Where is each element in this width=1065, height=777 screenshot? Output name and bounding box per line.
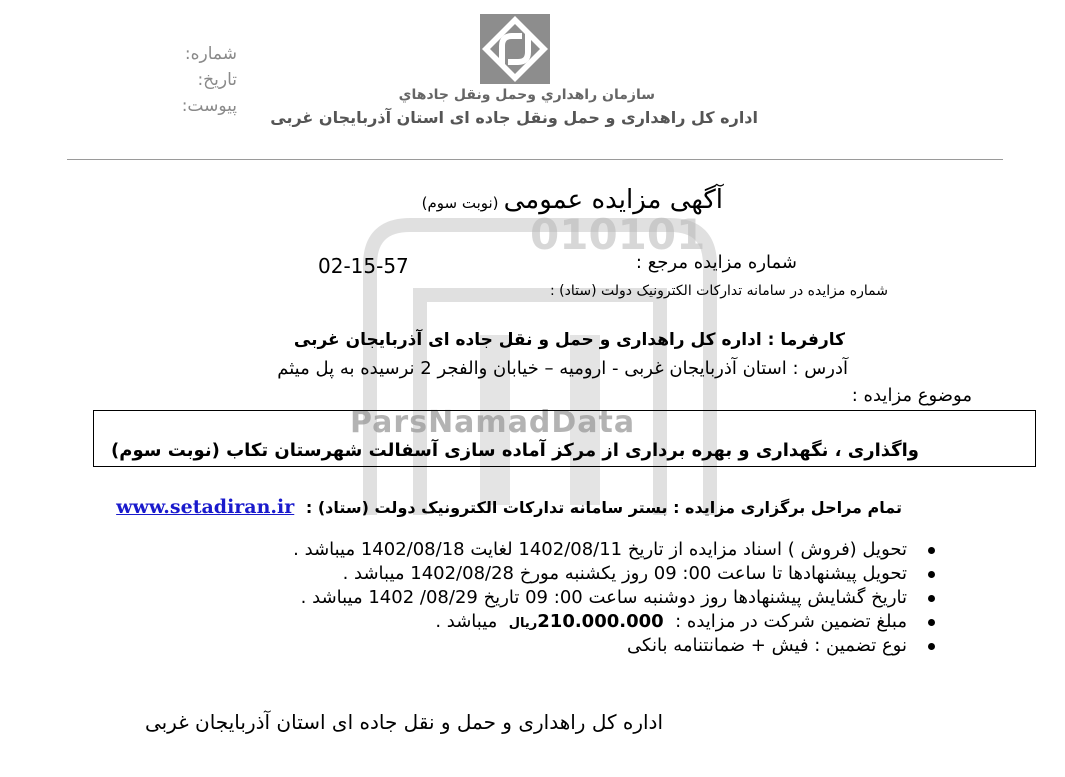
letter-date-label: تاریخ: [197,70,237,90]
bullet-icon [928,571,935,578]
setad-number-label: شماره مزایده در سامانه تدارکات الکترونیک دولت (ستاد) : [550,283,888,299]
list-item: تحویل پیشنهادها تا ساعت 00: 09 روز یکشنبه مورخ 1402/08/28 میباشد . [293,562,935,586]
subject-text: واگذاری ، نگهداری و بهره برداری از مرکز آماده سازی آسفالت شهرستان تکاب (نوبت سوم) [111,440,919,461]
notice-title-note: (نوبت سوم) [421,194,499,212]
reference-number-label: شماره مزایده مرجع : [635,252,797,273]
address: آدرس : استان آذربایجان غربی - ارومیه – خیابان والفجر 2 نرسیده به پل میثم [277,358,848,379]
letter-attachment-label: پیوست: [181,96,237,116]
list-item: تاریخ گشایش پیشنهادها روز دوشنبه ساعت 00: 09 تاریخ 08/29/ 1402 میباشد . [293,586,935,610]
notice-title [422,185,723,215]
organization-name: سازمان راهداري وحمل ونقل جادهاي [398,87,655,103]
deposit-amount: 210.000.000 [537,611,664,632]
header-divider [67,159,1003,160]
bullet-icon [928,619,935,626]
stages-label: تمام مراحل برگزاری مزایده : بستر سامانه تدارکات الکترونیک دولت (ستاد) : [305,498,902,517]
department-name: اداره کل راهداری و حمل ونقل جاده ای استان آذربایجان غربی [270,108,758,127]
list-item [293,610,935,634]
notice-title-text: آگهی مزایده عمومی [503,185,723,215]
list-item: نوع تضمین : فیش + ضمانتنامه بانکی [293,634,935,658]
watermark-brand: ParsNamadData [350,405,636,440]
organization-logo [478,12,552,86]
deposit-unit: ریال [508,616,538,631]
bullet-icon [928,643,935,650]
bullet-icon [928,547,935,554]
setadiran-link[interactable]: www.setadiran.ir [116,496,295,518]
deposit-suffix: میباشد . [435,611,498,632]
employer: کارفرما : اداره کل راهداری و حمل و نقل جاده ای آذربایجان غربی [293,330,845,350]
subject-label: موضوع مزایده : [851,385,972,406]
bullet-icon [928,595,935,602]
list-item: تحویل (فروش ) اسناد مزایده از تاریخ 1402/08/11 لغایت 1402/08/18 میباشد . [293,538,935,562]
conditions-list [293,538,935,658]
deposit-prefix: مبلغ تضمین شرکت در مزایده : [675,611,907,632]
stages-line [116,496,902,518]
footer-signature: اداره کل راهداری و حمل و نقل جاده ای استان آذربایجان غربی [144,710,663,734]
reference-number-value: 02-15-57 [318,254,409,278]
watermark-digits: 010101 [530,210,706,259]
letter-number-label: شماره: [184,44,237,64]
